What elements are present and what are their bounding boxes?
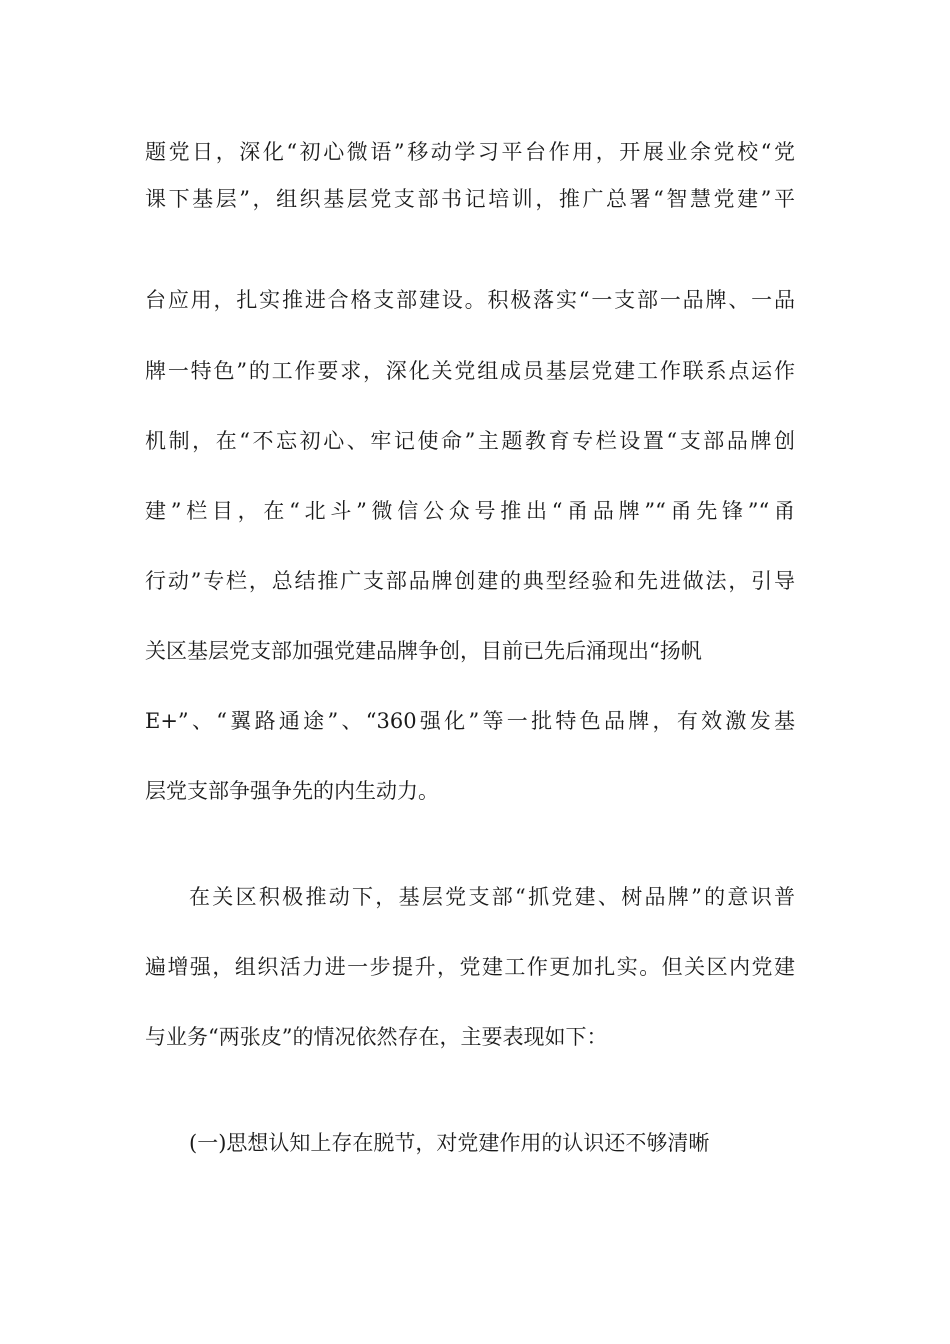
text-line-1: 题党日，深化“初心微语”移动学习平台作用，开展业余党校“党 — [145, 140, 795, 164]
text-line-10: 层党支部争强争先的内生动力。 — [145, 779, 439, 803]
paragraph-2-line-2: 遍增强，组织活力进一步提升，党建工作更加扎实。但关区内党建 — [145, 955, 795, 979]
text-line-8: 关区基层党支部加强党建品牌争创，目前已先后涌现出“扬帆 — [145, 639, 702, 663]
text-line-7: 行动”专栏，总结推广支部品牌创建的典型经验和先进做法，引导 — [145, 569, 795, 593]
paragraph-2-line-3: 与业务“两张皮”的情况依然存在，主要表现如下： — [145, 1025, 608, 1049]
text-line-5: 机制，在“不忘初心、牢记使命”主题教育专栏设置“支部品牌创 — [145, 429, 795, 453]
section-heading: (一)思想认知上存在脱节，对党建作用的认识还不够清晰 — [189, 1131, 710, 1155]
paragraph-2-line-1: 在关区积极推动下，基层党支部“抓党建、树品牌”的意识普 — [189, 885, 795, 909]
text-line-2: 课下基层”，组织基层党支部书记培训，推广总署“智慧党建”平 — [145, 187, 795, 211]
text-line-9: E+”、“翼路通途”、“360强化”等一批特色品牌，有效激发基 — [145, 709, 795, 733]
text-line-4: 牌一特色”的工作要求，深化关党组成员基层党建工作联系点运作 — [145, 359, 795, 383]
text-line-6: 建”栏目，在“北斗”微信公众号推出“甬品牌”“甬先锋”“甬 — [145, 499, 795, 523]
text-line-3: 台应用，扎实推进合格支部建设。积极落实“一支部一品牌、一品 — [145, 288, 795, 312]
